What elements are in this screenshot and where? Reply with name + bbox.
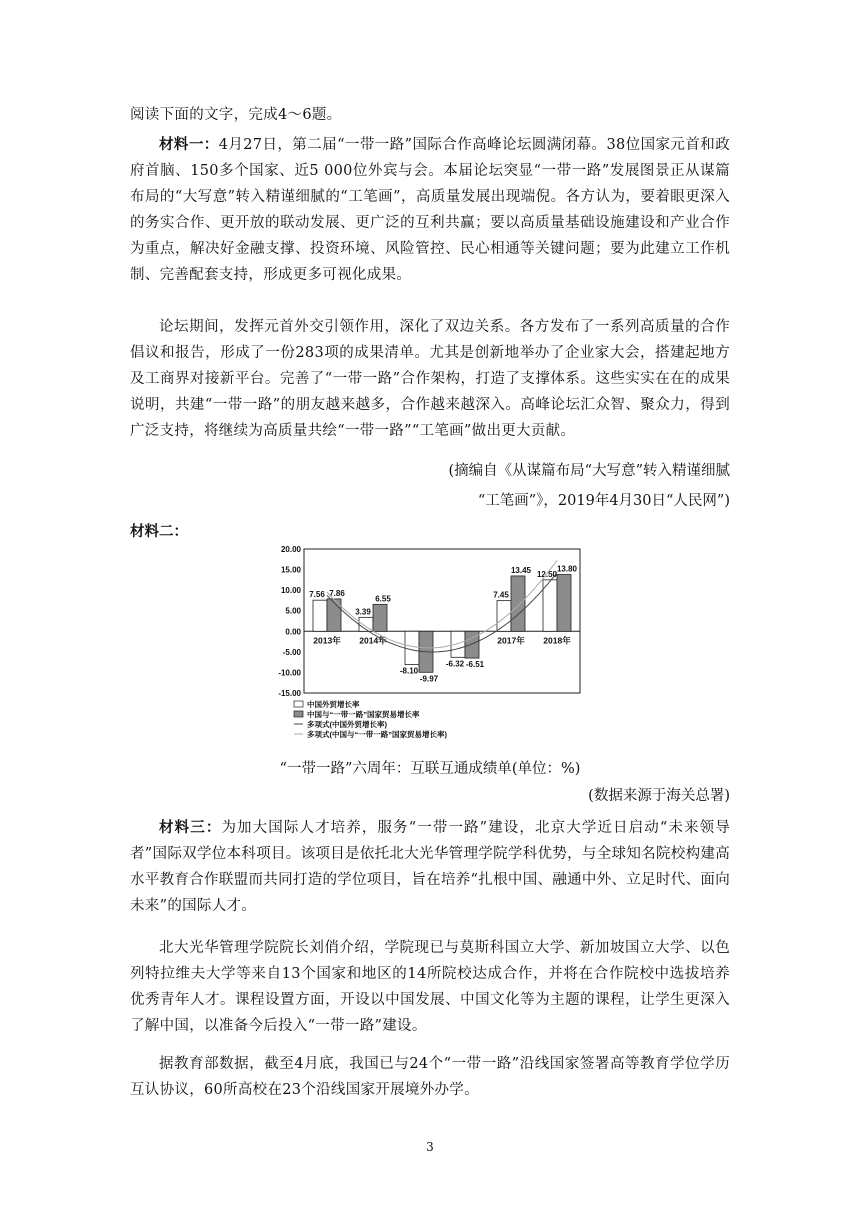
bar [405, 631, 419, 664]
x-tick-label: 2017年 [497, 635, 525, 646]
data-label: 3.39 [355, 607, 371, 617]
intro-text: 阅读下面的文字，完成4～6题。 [130, 107, 342, 123]
legend-swatch [294, 701, 303, 707]
bar [373, 604, 387, 631]
y-tick-label: 5.00 [285, 606, 301, 616]
data-label: 7.86 [329, 588, 345, 598]
data-label: 13.80 [556, 564, 578, 574]
bar [497, 601, 511, 632]
material2-label: 材料二： [130, 523, 188, 540]
data-label: 13.45 [510, 565, 532, 575]
material3-para1 [130, 815, 730, 919]
material1-source-line1: (摘编自《从谋篇布局“大写意”转入精谨细腻 [448, 463, 730, 479]
legend-label: 中国与“一带一路”国家贸易增长率 [307, 710, 420, 719]
material1-label: 材料一： [159, 136, 219, 153]
material3-para3: 据教育部数据，截至4月底，我国已与24个“一带一路”沿线国家签署高等教育学位学历互认协议，60所高校在23个沿线国家开展境外办学。 [130, 1056, 730, 1098]
y-tick-label: -15.00 [278, 689, 301, 698]
legend-label: 中国外贸增长率 [307, 700, 360, 709]
chart-caption: “一带一路”六周年：互联互通成绩单(单位：%) [279, 761, 581, 777]
data-label: 12.50 [536, 569, 558, 579]
data-label: -6.51 [465, 660, 485, 670]
bar [313, 600, 327, 631]
data-label: -6.32 [445, 659, 465, 669]
data-label: -9.97 [419, 674, 439, 684]
page-number: 3 [426, 1140, 434, 1154]
material1-para1-text: 4月27日，第二届“一带一路”国际合作高峰论坛圆满闭幕。38位国家元首和政府首脑、150多个国家、近5 000位外宾与会。本届论坛突显“一带一路”发展图景正从谋篇布局的“大写意”转入精谨细腻的“工笔画”，高质量发展出现端倪。各方认为，要着眼更深入的务实合作、更开放的联动发展、更广泛的互利共赢；要以高质量基础设施建设和产业合作为重点，解决好金融支撑、投资环境、风险管控、民心相通等关键问题；要为此建立工作机制、完善配套支持，形成更多可视化成果。 [130, 137, 730, 283]
legend-label: 多项式(中国与“一带一路”国家贸易增长率) [307, 730, 447, 739]
chart-svg [268, 543, 598, 753]
data-label: 7.45 [493, 590, 509, 600]
x-tick-label: 2018年 [543, 635, 571, 646]
y-tick-label: 0.00 [285, 627, 301, 637]
x-tick-label: 2014年 [359, 635, 387, 646]
material1-para2: 论坛期间，发挥元首外交引领作用，深化了双边关系。各方发布了一系列高质量的合作倡议和报告，形成了一份283项的成果清单。尤其是创新地举办了企业家大会，搭建起地方及工商界对接新平台。完善了“一带一路”合作架构，打造了支撑体系。这些实实在在的成果说明，共建“一带一路”的朋友越来越多，合作越来越深入。高峰论坛汇众智、聚众力，得到广泛支持，将继续为高质量共绘“一带一路”“工笔画”做出更大贡献。 [130, 319, 730, 439]
material1-para1 [130, 132, 730, 288]
material3-label: 材料三： [159, 819, 222, 836]
bar [557, 575, 571, 632]
y-tick-label: 20.00 [280, 545, 301, 554]
chart-source: (数据来源于海关总署) [588, 788, 730, 804]
y-tick-label: 15.00 [280, 565, 301, 575]
legend-swatch [294, 711, 303, 717]
data-label: -8.10 [399, 666, 419, 676]
data-label: 7.56 [309, 590, 325, 600]
x-tick-label: 2013年 [313, 635, 341, 646]
material3-para1-text: 为加大国际人才培养，服务“一带一路”建设，北京大学近日启动“未来领导者”国际双学位本科项目。该项目是依托北大光华管理学院学科优势，与全球知名院校构建高水平教育合作联盟而共同打造的学位项目，旨在培养“扎根中国、融通中外、立足时代、面向未来”的国际人才。 [130, 820, 731, 914]
bar [511, 576, 525, 631]
material1-source-line2: “工笔画”》，2019年4月30日“人民网”) [477, 493, 730, 509]
y-tick-label: -10.00 [278, 668, 301, 678]
trade-growth-chart [268, 543, 598, 753]
legend-label: 多项式(中国外贸增长率) [307, 720, 387, 729]
y-tick-label: 10.00 [280, 586, 301, 596]
y-tick-label: -5.00 [282, 647, 301, 657]
material3-para2: 北大光华管理学院院长刘俏介绍，学院现已与莫斯科国立大学、新加坡国立大学、以色列特拉维夫大学等来自13个国家和地区的14所院校达成合作，并将在合作院校中选拔培养优秀青年人才。课程设置方面，开设以中国发展、中国文化等为主题的课程，让学生更深入了解中国，以准备今后投入“一带一路”建设。 [130, 940, 730, 1034]
bar [451, 631, 465, 657]
data-label: 6.55 [375, 594, 391, 604]
